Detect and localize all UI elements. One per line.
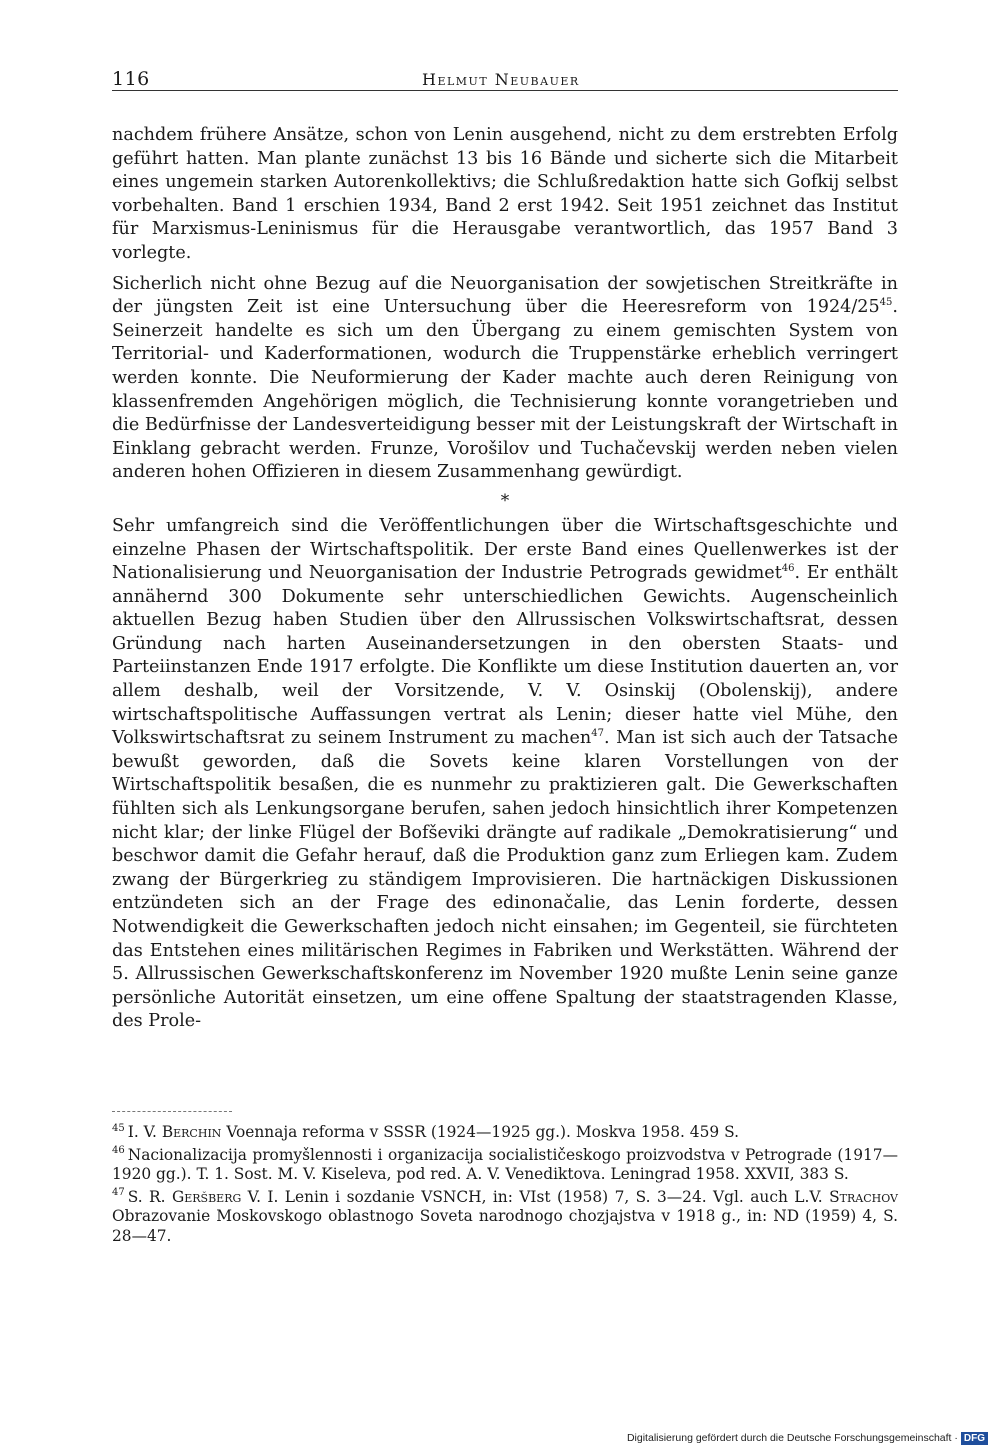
footnote-ref-46[interactable]: 46 — [781, 563, 795, 575]
funding-note — [627, 1431, 988, 1445]
dfg-logo[interactable]: DFG — [961, 1432, 988, 1445]
footnotes — [112, 1123, 898, 1249]
footnote-ref-47[interactable]: 47 — [591, 728, 604, 740]
footnote-47: $^{47}$ S. R. Geršberg V. I. Lenin i sozdanie VSNCH, in: VIst (1958) 7, S. 3—24. Vgl. auch L.V. Strachov Obrazovanie Moskovskogo oblastnogo Soveta narodnogo chozjajstva v 1918 g., in: ND (1959) 4, S. 28—47. — [112, 1187, 898, 1245]
body-text — [112, 124, 898, 1034]
running-head: Helmut Neubauer — [422, 70, 580, 89]
page-number: 116 — [112, 68, 150, 90]
footnote-46: $^{46}$ Nacionalizacija promyšlennosti i organizacija socialističeskogo proizvodstva v Petrograde (1917—1920 gg.). T. 1. Sost. M. V. Kiseleva, pod red. A. V. Venediktova. Leningrad 1958. XXVII, 383 S. — [112, 1145, 898, 1183]
footnote-ref-45[interactable]: 45 — [879, 297, 893, 309]
footnote-separator — [112, 1111, 232, 1112]
paragraph-2: Sicherlich nicht ohne Bezug auf die Neuorganisation der sowjetischen Streitkräfte in der jüngsten Zeit ist eine Untersuchung über die Heeresreform von 1924/25$^{45}$. Seinerzeit handelte es sich um den Übergang zu einem gemischten System von Territorial- und Kaderformationen, wodurch die Truppenstärke erheblich verringert werden konnte. Die Neuformierung der Kader machte auch deren Reinigung von klassenfremden Angehörigen möglich, die Technisierung konnte vorangetrieben und die Bedürfnisse der Landesverteidigung besser mit der Leistungskraft der Wirtschaft in Einklang gebracht werden. Frunze, Vorošilov und Tuchačevskij werden neben vielen anderen hohen Offizieren in diesem Zusammenhang gewürdigt. — [112, 273, 898, 483]
paragraph-3: Sehr umfangreich sind die Veröffentlichungen über die Wirtschaftsgeschichte und einzelne Phasen der Wirtschaftspolitik. Der erste Band eines Quellenwerkes ist der Nationalisierung und Neuorganisation der Industrie Petrograds gewidmet$^{46}$. Er enthält annähernd 300 Dokumente sehr unterschiedlichen Gewichts. Augenscheinlich aktuellen Bezug haben Studien über den Allrussischen Volkswirtschaftsrat, dessen Gründung nach harten Auseinandersetzungen in den obersten Staats- und Parteiinstanzen Ende 1917 erfolgte. Die Konflikte um diese Institution dauerten an, vor allem deshalb, weil der Vorsitzende, V. V. Osinskij (Obolenskij), andere wirtschaftspolitische Auffassungen vertrat als Lenin; dieser hatte viel Mühe, den Volkswirtschaftsrat zu seinem Instrument zu machen$^{47}$. Man ist sich auch der Tatsache bewußt geworden, daß die Sovets keine klaren Vorstellungen von der Wirtschaftspolitik besaßen, die es nunmehr zu praktizieren galt. Die Gewerkschaften fühlten sich als Lenkungsorgane berufen, sahen jedoch hinsichtlich ihrer Kompetenzen nicht klar; der linke Flügel der Bofševiki drängte auf radikale „Demokratisierung“ und beschwor damit die Gefahr herauf, daß die Produktion ganz zum Erliegen kam. Zudem zwang der Bürgerkrieg zu ständigem Improvisieren. Die hartnäckigen Diskussionen entzündeten sich an der Frage des edinonačalie, das Lenin forderte, dessen Notwendigkeit die Gewerkschaften jedoch nicht einsahen; im Gegenteil, sie fürchteten das Entstehen eines militärischen Regimes in Fabriken und Werkstätten. Während der 5. Allrussischen Gewerkschaftskonferenz im November 1920 mußte Lenin seine ganze persönliche Autorität einsetzen, um eine offene Spaltung der staatstragenden Klasse, des Prole- — [112, 515, 898, 1032]
page-header — [112, 62, 898, 96]
paragraph-1: nachdem frühere Ansätze, schon von Lenin ausgehend, nicht zu dem erstrebten Erfolg geführt hatten. Man plante zunächst 13 bis 16 Bände und sicherte sich die Mitarbeit eines ungemein starken Autorenkollektivs; die Schlußredaktion hatte sich Gofkij selbst vorbehalten. Band 1 erschien 1934, Band 2 erst 1942. Seit 1951 zeichnet das Institut für Marxismus-Leninismus für die Herausgabe verantwortlich, das 1957 Band 3 vorlegte. — [112, 125, 898, 263]
footnote-45: $^{45}$ I. V. Berchin Voennaja reforma v SSSR (1924—1925 gg.). Moskva 1958. 459 S. — [112, 1122, 739, 1141]
header-rule — [112, 90, 898, 91]
section-separator: * — [500, 490, 510, 511]
funding-text: Digitalisierung gefördert durch die Deutsche Forschungsgemeinschaft · — [626, 1432, 958, 1444]
